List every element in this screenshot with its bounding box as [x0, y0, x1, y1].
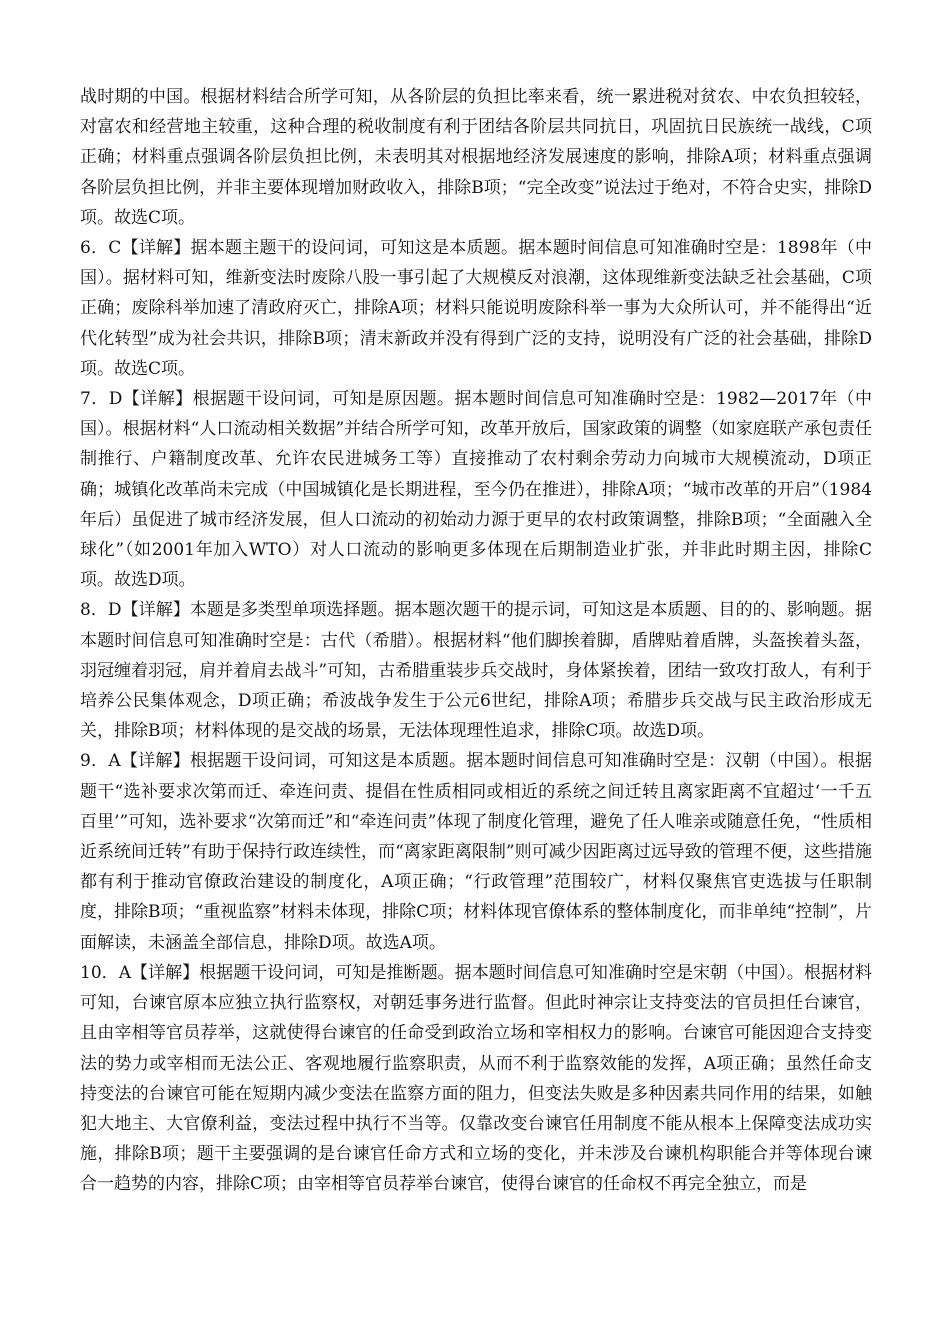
paragraph-answer-8: 8．D【详解】本题是多类型单项选择题。据本题次题干的提示词，可知这是本质题、目的的、影响题。据本题时间信息可知准确时空是：古代（希腊）。根据材料“他们脚挨着脚，盾牌贴着盾牌，头盔挨着头盔，羽冠缠着羽冠，肩并着肩去战斗”可知，古希腊重装步兵交战时，身体紧挨着，团结一致攻打敌人，有利于培养公民集体观念，D项正确；希波战争发生于公元6世纪，排除A项；希腊步兵交战与民主政治形成无关，排除B项；材料体现的是交战的场景，无法体现理性追求，排除C项。故选D项。: [80, 600, 872, 742]
paragraph-answer-10: 10．A【详解】根据题干设问词，可知是推断题。据本题时间信息可知准确时空是宋朝（中国）。根据材料可知，台谏官原本应独立执行监察权，对朝廷事务进行监督。但此时神宗让支持变法的官员担任台谏官，且由宰相等官员荐举，这就使得台谏官的任命受到政治立场和宰相权力的影响。台谏官可能因迎合支持变法的势力或宰相而无法公正、客观地履行监察职责，从而不利于监察效能的发挥，A项正确；虽然任命支持变法的台谏官可能在短期内减少变法在监察方面的阻力，但变法失败是多种因素共同作用的结果，如触犯大地主、大官僚利益，变法过程中执行不当等。仅靠改变台谏官任用制度不能从根本上保障变法成功实施，排除B项；题干主要强调的是台谏官任命方式和立场的变化，并未涉及台谏机构职能合并等体现台谏合一趋势的内容，排除C项；由宰相等官员荐举台谏官，使得台谏官的任命权不再完全独立，而是: [80, 962, 872, 1195]
paragraph-answer-6: 6．C【详解】据本题主题干的设问词，可知这是本质题。据本题时间信息可知准确时空是：1898年（中国）。据材料可知，维新变法时废除八股一事引起了大规模反对浪潮，这体现维新变法缺乏社会基础，C项正确；废除科举加速了清政府灭亡，排除A项；材料只能说明废除科举一事为大众所认可，并不能得出“近代化转型”成为社会共识，排除B项；清末新政并没有得到广泛的支持，说明没有广泛的社会基础，排除D项。故选C项。: [80, 238, 872, 379]
paragraph-answer-7: 7．D【详解】根据题干设问词，可知是原因题。据本题时间信息可知准确时空是：1982—2017年（中国）。根据材料“人口流动相关数据”并结合所学可知，改革开放后，国家政策的调整（如家庭联产承包责任制推行、户籍制度改革、允许农民进城务工等）直接推动了农村剩余劳动力向城市大规模流动，D项正确；城镇化改革尚未完成（中国城镇化是长期进程，至今仍在推进），排除A项；“城市改革的开启”（1984年后）虽促进了城市经济发展，但人口流动的初始动力源于更早的农村政策调整，排除B项；“全面融入全球化”（如2001年加入WTO）对人口流动的影响更多体现在后期制造业扩张，并非此时期主因，排除C项。故选D项。: [80, 389, 872, 591]
paragraph-answer-9: 9．A【详解】根据题干设问词，可知这是本质题。据本题时间信息可知准确时空是：汉朝（中国）。根据题干“选补要求次第而迁、牵连问责、提倡在性质相同或相近的系统之间迁转且离家距离不宜超过‘一千五百里’”可知，选补要求“次第而迁”和“牵连问责”体现了制度化管理，避免了任人唯亲或随意任免，“性质相近系统间迁转”有助于保持行政连续性，而“离家距离限制”则可减少因距离过远导致的管理不便，这些措施都有利于推动官僚政治建设的制度化，A项正确；“行政管理”范围较广，材料仅聚焦官吏选拔与任职制度，排除B项；“重视监察”材料未体现，排除C项；材料体现官僚体系的整体制度化，而非单纯“控制”，片面解读，未涵盖全部信息，排除D项。故选A项。: [80, 751, 872, 953]
answer-explanation-page: [80, 82, 872, 1200]
paragraph-continued: 战时期的中国。根据材料结合所学可知，从各阶层的负担比率来看，统一累进税对贫农、中农负担较轻，对富农和经营地主较重，这种合理的税收制度有利于团结各阶层共同抗日，巩固抗日民族统一战线，C项正确；材料重点强调各阶层负担比例，未表明其对根据地经济发展速度的影响，排除A项；材料重点强调各阶层负担比例，并非主要体现增加财政收入，排除B项；“完全改变”说法过于绝对，不符合史实，排除D项。故选C项。: [80, 87, 872, 228]
